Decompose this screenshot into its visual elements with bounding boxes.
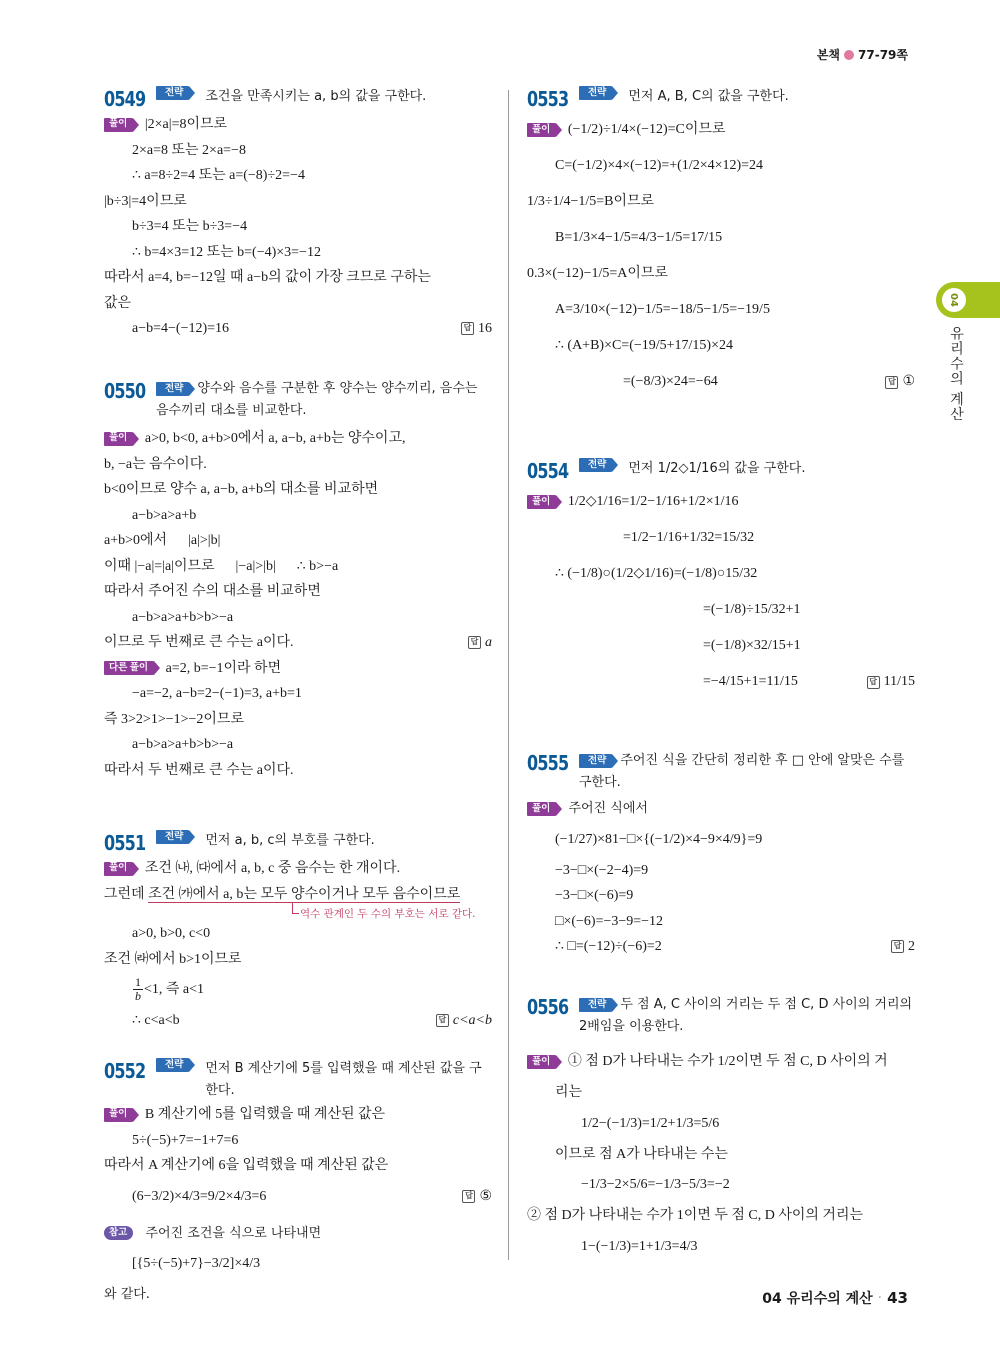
answer-icon: 답 xyxy=(468,636,481,649)
math-text: ∴ c<a<b xyxy=(132,1013,180,1028)
strategy-text: 먼저 A, B, C의 값을 구한다. xyxy=(628,89,789,104)
strategy-tag: 전략 xyxy=(579,754,612,768)
solution-line xyxy=(527,1044,915,1080)
page-number: 43 xyxy=(887,1289,908,1307)
math-text: =(−8/3)×24=−64 xyxy=(623,374,718,389)
answer-value: c<a<b xyxy=(452,1013,492,1028)
solution-line: −3−□×(−2−4)=9 xyxy=(555,862,649,878)
math-text: (6−3/2)×4/3=9/2×4/3=6 xyxy=(132,1188,267,1204)
footer-chapter: 04 유리수의 계산 xyxy=(762,1291,873,1307)
problem-0549 xyxy=(104,86,492,356)
answer-icon: 답 xyxy=(891,940,904,953)
solution-line: |b÷3|=4이므로 xyxy=(104,193,187,209)
answer xyxy=(468,630,492,656)
strategy-tag: 전략 xyxy=(156,86,189,100)
problem-header xyxy=(104,830,492,856)
column-divider xyxy=(508,90,509,1260)
problem-0556 xyxy=(527,994,915,1265)
solution-line xyxy=(527,364,915,400)
math-text: a=2, b=−1이라 하면 xyxy=(165,660,282,676)
note-line xyxy=(104,1221,492,1247)
answer-icon: 답 xyxy=(885,376,898,389)
strategy-text: 조건을 만족시키는 a, b의 값을 구한다. xyxy=(205,89,427,104)
solution-line: 이므로 점 A가 나타내는 수는 xyxy=(555,1146,728,1162)
problem-header xyxy=(527,994,915,1038)
math-text: 주어진 식에서 xyxy=(568,801,648,816)
alt-solution-line: 즉 3>2>1>−1>−2이므로 xyxy=(104,711,244,727)
solution-line: ∴ a=8÷2=4 또는 a=(−8)÷2=−4 xyxy=(132,168,305,183)
problem-0553 xyxy=(527,86,915,436)
footer-separator: · xyxy=(877,1290,883,1306)
strategy-text: 양수와 음수를 구분한 후 양수는 양수끼리, 음수는 음수끼리 대소를 비교한다. xyxy=(156,381,478,418)
solution-line: a+b>0에서 |a|>|b| xyxy=(104,533,221,548)
problem-header xyxy=(527,750,915,794)
solution-line: 0.3×(−12)−1/5=A이므로 xyxy=(527,266,668,281)
answer-value: a xyxy=(485,635,492,650)
solution-line: 1−(−1/3)=1+1/3=4/3 xyxy=(581,1238,698,1254)
solution-line: 따라서 A 계산기에 6을 입력했을 때 계산된 값은 xyxy=(104,1158,389,1173)
strategy-block xyxy=(579,994,915,1038)
problem-number: 0555 xyxy=(527,751,569,775)
solution-tag: 풀이 xyxy=(104,432,133,446)
strategy-tag: 전략 xyxy=(579,998,612,1012)
page-footer xyxy=(762,1288,908,1308)
math-text: 이므로 두 번째로 큰 수는 a이다. xyxy=(104,635,294,650)
strategy-tag: 전략 xyxy=(156,382,189,396)
solution-line: ② 점 D가 나타내는 수가 1이면 두 점 C, D 사이의 거리는 xyxy=(527,1208,863,1223)
problem-number: 0549 xyxy=(104,87,146,111)
denominator: b xyxy=(135,989,141,1004)
math-text: a>0, b<0, a+b>0에서 a, a−b, a+b는 양수이고, xyxy=(144,431,406,446)
math-text: |2×a|=8이므로 xyxy=(144,117,228,132)
problem-header xyxy=(527,458,915,484)
strategy-tag: 전략 xyxy=(579,458,612,472)
note-line: [{5÷(−5)+7}−3/2]×4/3 xyxy=(132,1256,261,1271)
solution-line: b, −a는 음수이다. xyxy=(104,456,207,472)
problem-number: 0551 xyxy=(104,831,146,855)
right-column xyxy=(527,86,915,1287)
solution-line: C=(−1/2)×4×(−12)=+(1/2×4×12)=24 xyxy=(555,158,764,173)
answer-value: ① xyxy=(902,374,915,389)
solution-line: 5÷(−5)+7=−1+7=6 xyxy=(132,1132,239,1148)
answer xyxy=(885,364,915,400)
math-text: =−4/15+1=11/15 xyxy=(703,674,798,689)
chapter-number: 04 xyxy=(942,288,966,312)
solution-line xyxy=(527,112,915,148)
solution-line: (−1/27)×81−□×{(−1/2)×4−9×4/9}=9 xyxy=(555,831,763,847)
solution-line: 조건 ㈑에서 b>1이므로 xyxy=(104,951,242,967)
solution-line xyxy=(527,664,915,700)
main-book-label: 본책 xyxy=(816,48,841,62)
answer xyxy=(891,934,915,960)
solution-tag: 풀이 xyxy=(527,802,556,816)
problem-0552 xyxy=(104,1058,492,1308)
solution-line: =(−1/8)×32/15+1 xyxy=(703,638,801,653)
solution-line: 값은 xyxy=(104,295,132,311)
solution-line: =(−1/8)÷15/32+1 xyxy=(703,602,801,617)
math-text: ∴ □=(−12)÷(−6)=2 xyxy=(555,939,662,954)
solution-line: ∴ b=4×3=12 또는 b=(−4)×3=−12 xyxy=(132,244,321,260)
problem-number: 0554 xyxy=(527,459,569,483)
problem-header xyxy=(104,1058,492,1102)
math-text: B 계산기에 5를 입력했을 때 계산된 값은 xyxy=(144,1107,386,1122)
solution-line: ∴ (−1/8)○(1/2◇1/16)=(−1/8)○15/32 xyxy=(555,566,758,581)
answer-value: 2 xyxy=(908,939,915,954)
math-text: 1/2◇1/16=1/2−1/16+1/2×1/16 xyxy=(567,494,739,509)
answer-icon: 답 xyxy=(461,322,474,335)
problem-number: 0553 xyxy=(527,87,569,111)
strategy-text: 먼저 1/2◇1/16의 값을 구한다. xyxy=(628,461,806,476)
answer xyxy=(436,1008,492,1034)
problem-0554 xyxy=(527,458,915,728)
solution-line: 따라서 a=4, b=−12일 때 a−b의 값이 가장 크므로 구하는 xyxy=(104,270,431,285)
annotation-note: 역수 관계인 두 수의 부호는 서로 같다. xyxy=(104,907,492,921)
page-range: 77-79쪽 xyxy=(858,48,908,62)
problem-header xyxy=(104,378,492,422)
answer-icon: 답 xyxy=(436,1014,449,1027)
solution-line xyxy=(104,630,492,656)
problem-0555 xyxy=(527,750,915,972)
solution-line xyxy=(104,1102,492,1128)
math-text: a−b=4−(−12)=16 xyxy=(132,321,230,336)
solution-tag: 풀이 xyxy=(104,118,133,132)
answer-value: ⑤ xyxy=(479,1188,492,1204)
strategy-tag: 전략 xyxy=(579,86,612,100)
strategy-text: 먼저 a, b, c의 부호를 구한다. xyxy=(205,833,375,848)
answer xyxy=(462,1179,492,1215)
strategy-text: 두 점 A, C 사이의 거리는 두 점 C, D 사이의 거리의 2배임을 이용한다. xyxy=(579,997,913,1034)
solution-line: a>0, b>0, c<0 xyxy=(132,926,211,941)
math-text: ① 점 D가 나타내는 수가 1/2이면 두 점 C, D 사이의 거 xyxy=(567,1054,888,1069)
solution-line xyxy=(104,1008,492,1034)
answer-icon: 답 xyxy=(867,676,880,689)
note-text: 주어진 조건을 식으로 나타내면 xyxy=(145,1225,322,1241)
alt-solution-line: 따라서 두 번째로 큰 수는 a이다. xyxy=(104,762,294,778)
answer-value: 16 xyxy=(478,321,492,336)
math-text: 그런데 xyxy=(104,886,149,902)
solution-line: 이때 |−a|=|a|이므로 |−a|>|b| ∴ b>−a xyxy=(104,558,339,574)
answer xyxy=(867,664,915,700)
note-line: 와 같다. xyxy=(104,1287,150,1302)
strategy-tag: 전략 xyxy=(156,1058,189,1072)
problem-0551 xyxy=(104,830,492,1030)
solution-line xyxy=(104,972,492,1008)
reference-dot-icon xyxy=(844,50,854,60)
solution-tag: 풀이 xyxy=(104,862,133,876)
solution-line: B=1/3×4−1/5=4/3−1/5=17/15 xyxy=(555,230,723,245)
numerator: 1 xyxy=(135,975,141,990)
solution-line: □×(−6)=−3−9=−12 xyxy=(555,913,664,929)
solution-line xyxy=(104,112,492,138)
solution-line xyxy=(527,484,915,520)
solution-line: −1/3−2×5/6=−1/3−5/3=−2 xyxy=(581,1177,730,1192)
problem-header xyxy=(104,86,492,112)
left-column xyxy=(104,86,492,1330)
math-text: <1, 즉 a<1 xyxy=(144,982,205,997)
alt-solution-tag: 다른 풀이 xyxy=(104,661,154,675)
answer-value: 11/15 xyxy=(883,674,915,689)
solution-line: b<0이므로 양수 a, a−b, a+b의 대소를 비교하면 xyxy=(104,482,379,497)
solution-line: 1/3÷1/4−1/5=B이므로 xyxy=(527,194,655,209)
underlined-text: 조건 ㈎에서 a, b는 모두 양수이거나 모두 음수이므로 xyxy=(148,886,461,902)
problem-0550 xyxy=(104,378,492,808)
solution-line xyxy=(104,426,492,452)
solution-line: b÷3=4 또는 b÷3=−4 xyxy=(132,219,248,234)
alt-solution-line: a−b>a>a+b>b>−a xyxy=(132,737,234,752)
solution-line xyxy=(527,796,915,822)
problem-header xyxy=(527,86,915,112)
solution-tag: 풀이 xyxy=(527,1055,556,1069)
solution-tag: 풀이 xyxy=(527,495,556,509)
strategy-block xyxy=(156,378,492,422)
solution-line: A=3/10×(−12)−1/5=−18/5−1/5=−19/5 xyxy=(555,302,770,317)
math-text: (−1/2)÷1/4×(−12)=C이므로 xyxy=(567,122,726,137)
problem-number: 0552 xyxy=(104,1059,146,1083)
page-reference xyxy=(817,46,908,63)
solution-tag: 풀이 xyxy=(527,123,556,137)
alt-solution-line xyxy=(104,656,492,682)
solution-line: ∴ (A+B)×C=(−19/5+17/15)×24 xyxy=(555,338,733,353)
problem-number: 0550 xyxy=(104,379,146,403)
solution-line xyxy=(104,1179,492,1215)
strategy-text: 먼저 B 계산기에 5를 입력했을 때 계산된 값을 구한다. xyxy=(205,1061,482,1098)
solution-line: 1/2−(−1/3)=1/2+1/3=5/6 xyxy=(581,1115,720,1131)
solution-line: 따라서 주어진 수의 대소를 비교하면 xyxy=(104,584,321,599)
strategy-text: 주어진 식을 간단히 정리한 후 □ 안에 알맞은 수를 구한다. xyxy=(579,753,905,790)
answer-icon: 답 xyxy=(462,1190,475,1203)
alt-solution-line: −a=−2, a−b=2−(−1)=3, a+b=1 xyxy=(132,686,302,701)
solution-line xyxy=(104,856,492,882)
solution-line: −3−□×(−6)=9 xyxy=(555,888,634,903)
note-tag: 참고 xyxy=(104,1226,133,1240)
solution-line: a−b>a>a+b>b>−a xyxy=(132,609,234,625)
problem-number: 0556 xyxy=(527,995,569,1019)
solution-line: 리는 xyxy=(555,1085,583,1100)
answer xyxy=(461,316,492,342)
solution-line xyxy=(527,934,915,960)
solution-line: =1/2−1/16+1/32=15/32 xyxy=(623,530,755,545)
solution-line: a−b>a>a+b xyxy=(132,507,197,523)
fraction xyxy=(133,976,143,1003)
strategy-block xyxy=(579,750,915,794)
solution-line: 2×a=8 또는 2×a=−8 xyxy=(132,142,246,158)
chapter-title-vertical: 유리수의 계산 xyxy=(948,326,964,422)
chapter-tab[interactable] xyxy=(936,282,1000,318)
strategy-tag: 전략 xyxy=(156,830,189,844)
math-text: 조건 ㈏, ㈐에서 a, b, c 중 음수는 한 개이다. xyxy=(144,861,401,876)
solution-tag: 풀이 xyxy=(104,1108,133,1122)
solution-line xyxy=(104,316,492,342)
